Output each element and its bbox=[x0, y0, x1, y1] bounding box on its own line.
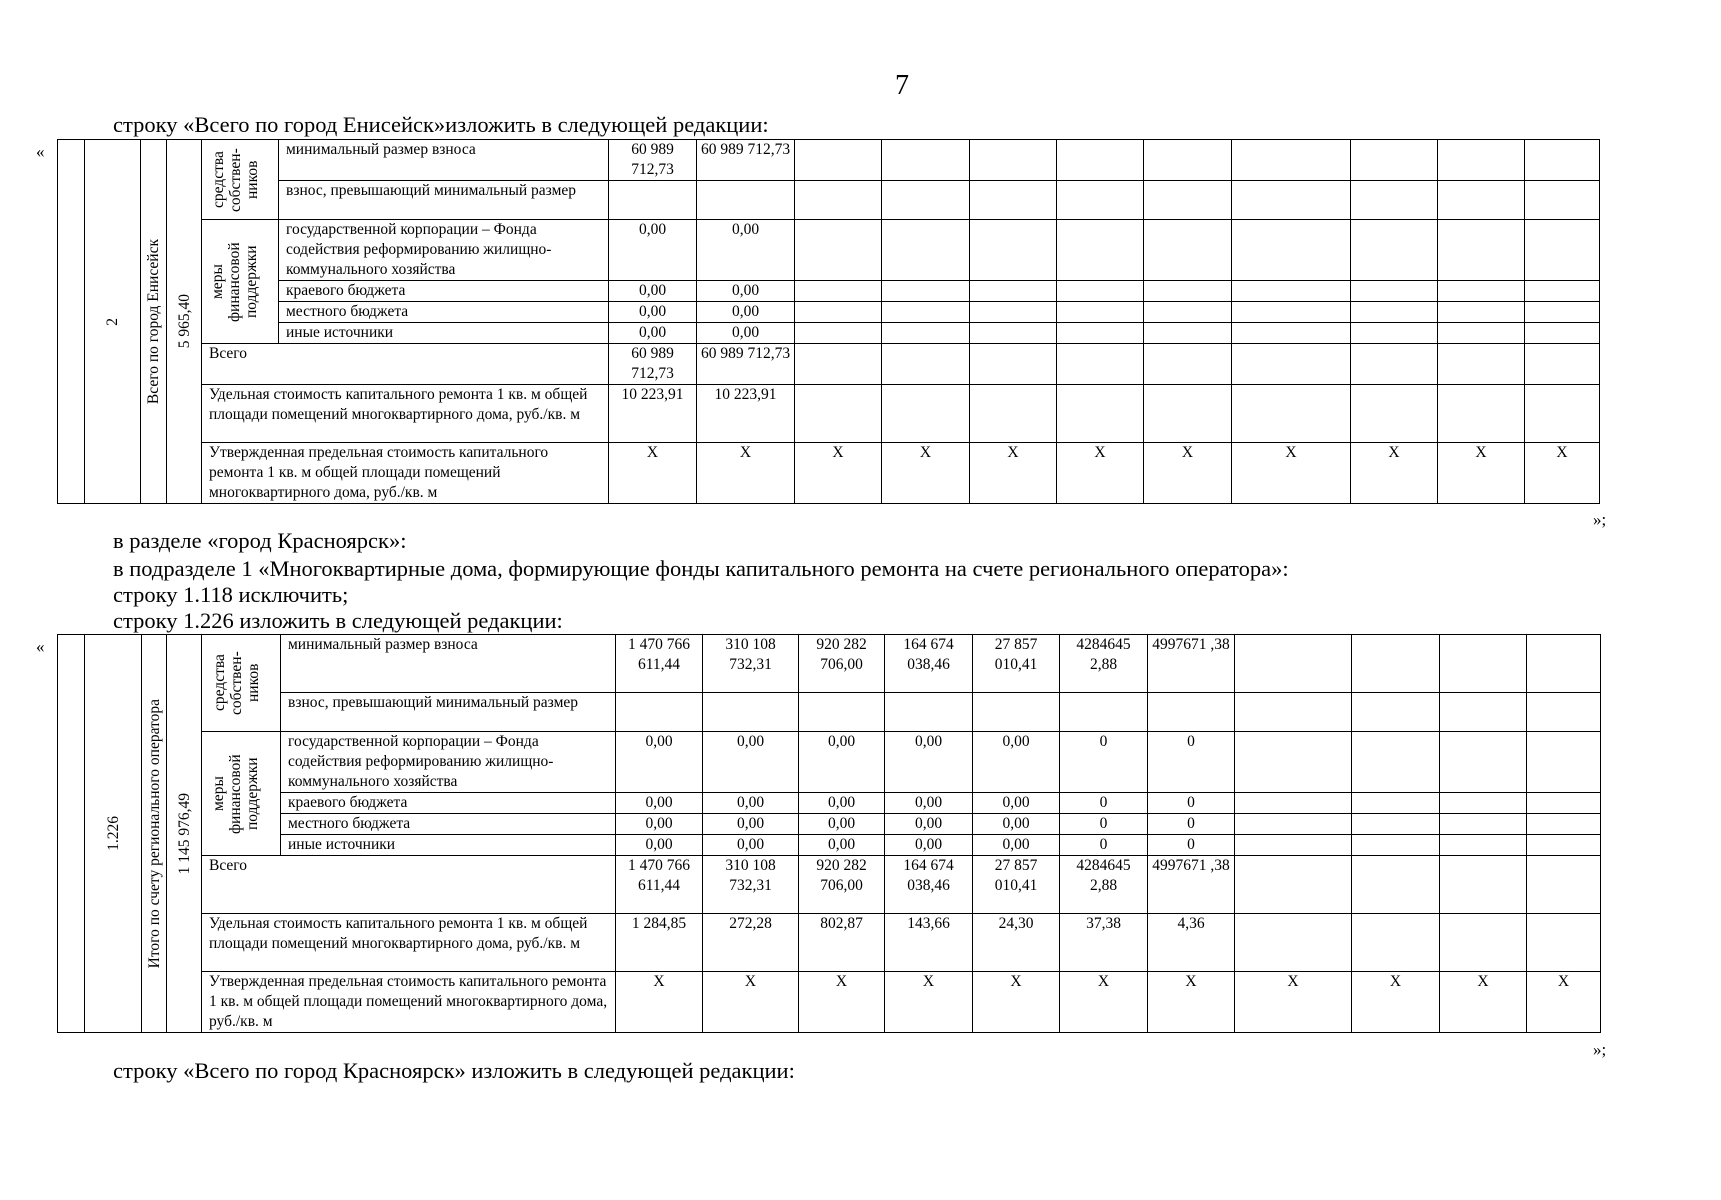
value-cell bbox=[1440, 693, 1527, 732]
value-cell: 164 674 038,46 bbox=[885, 635, 973, 693]
table-row bbox=[58, 972, 1601, 1033]
value-cell bbox=[882, 302, 970, 323]
table-row bbox=[58, 635, 1601, 693]
value-cell: 0,00 bbox=[703, 814, 799, 835]
group-support-label: меры финансовой поддержки bbox=[209, 241, 260, 322]
value-cell: 0,00 bbox=[697, 302, 795, 323]
value-cell: 272,28 bbox=[703, 914, 799, 972]
value-cell: 0 bbox=[1148, 835, 1235, 856]
value-cell: 10 223,91 bbox=[697, 385, 795, 443]
value-cell bbox=[1525, 302, 1600, 323]
value-cell bbox=[1148, 693, 1235, 732]
value-cell bbox=[1232, 385, 1351, 443]
row-area-cell bbox=[167, 140, 202, 504]
value-cell bbox=[882, 140, 970, 181]
value-cell: 60 989 712,73 bbox=[609, 140, 697, 181]
value-cell bbox=[795, 140, 882, 181]
value-cell bbox=[1352, 814, 1440, 835]
value-cell bbox=[795, 344, 882, 385]
value-cell: Х bbox=[1144, 443, 1232, 504]
value-cell: 4284645 2,88 bbox=[1060, 635, 1148, 693]
row-label-other: иные источники bbox=[279, 323, 609, 344]
value-cell: 27 857 010,41 bbox=[973, 635, 1060, 693]
value-cell: 0 bbox=[1148, 732, 1235, 793]
value-cell: 0,00 bbox=[616, 814, 703, 835]
value-cell: Х bbox=[799, 972, 885, 1033]
value-cell bbox=[1144, 385, 1232, 443]
value-cell: 0,00 bbox=[799, 732, 885, 793]
value-cell: Х bbox=[970, 443, 1057, 504]
value-cell: 4284645 2,88 bbox=[1060, 856, 1148, 914]
row-label-total: Всего bbox=[202, 856, 616, 914]
value-cell: 60 989 712,73 bbox=[697, 344, 795, 385]
value-cell bbox=[1057, 220, 1144, 281]
value-cell bbox=[1144, 302, 1232, 323]
value-cell: 0,00 bbox=[973, 835, 1060, 856]
value-cell bbox=[1232, 181, 1351, 220]
group-owners-label: средства собствен-ников bbox=[210, 147, 261, 212]
value-cell bbox=[1235, 793, 1352, 814]
value-cell: 27 857 010,41 bbox=[973, 856, 1060, 914]
row-name: Итого по счету регионального оператора bbox=[145, 698, 163, 969]
value-cell bbox=[1144, 281, 1232, 302]
value-cell bbox=[1527, 693, 1601, 732]
row-label-regional: краевого бюджета bbox=[279, 281, 609, 302]
value-cell bbox=[1525, 385, 1600, 443]
value-cell bbox=[1438, 140, 1525, 181]
quote-close-2: »; bbox=[1593, 1040, 1607, 1059]
value-cell bbox=[882, 385, 970, 443]
row-area-cell bbox=[167, 635, 202, 1033]
value-cell bbox=[1144, 140, 1232, 181]
value-cell: 0 bbox=[1060, 835, 1148, 856]
value-cell: 0 bbox=[1060, 732, 1148, 793]
instruction-line-2: в разделе «город Красноярск»: bbox=[113, 528, 407, 553]
value-cell bbox=[1351, 181, 1438, 220]
value-cell: 0,00 bbox=[609, 302, 697, 323]
value-cell: Х bbox=[1232, 443, 1351, 504]
value-cell: 60 989 712,73 bbox=[697, 140, 795, 181]
row-name-cell bbox=[142, 635, 167, 1033]
instruction-line-3: в подразделе 1 «Многоквартирные дома, формирующие фонды капитального ремонта на счете регионального оператора»: bbox=[113, 556, 1289, 581]
value-cell bbox=[795, 281, 882, 302]
value-cell bbox=[1057, 281, 1144, 302]
value-cell: Х bbox=[703, 972, 799, 1033]
value-cell: 0,00 bbox=[799, 814, 885, 835]
row-label-other: иные источники bbox=[281, 835, 616, 856]
value-cell: 0,00 bbox=[616, 835, 703, 856]
value-cell bbox=[1057, 323, 1144, 344]
value-cell bbox=[1527, 835, 1601, 856]
instruction-line-4: строку 1.118 исключить; bbox=[113, 582, 349, 607]
value-cell: Х bbox=[885, 972, 973, 1033]
value-cell: 0 bbox=[1060, 814, 1148, 835]
value-cell bbox=[1440, 856, 1527, 914]
row-area: 5 965,40 bbox=[175, 294, 193, 349]
value-cell bbox=[1351, 220, 1438, 281]
group-support-cell bbox=[202, 732, 281, 856]
value-cell bbox=[1235, 914, 1352, 972]
value-cell bbox=[1527, 793, 1601, 814]
table-row bbox=[58, 220, 1600, 281]
value-cell: 0,00 bbox=[616, 793, 703, 814]
value-cell bbox=[1351, 302, 1438, 323]
value-cell bbox=[795, 220, 882, 281]
table-row bbox=[58, 323, 1600, 344]
row-number-cell bbox=[58, 140, 85, 504]
value-cell: 0 bbox=[1148, 793, 1235, 814]
value-cell: Х bbox=[1352, 972, 1440, 1033]
value-cell bbox=[1235, 635, 1352, 693]
value-cell bbox=[1232, 140, 1351, 181]
value-cell bbox=[1527, 635, 1601, 693]
table-row bbox=[58, 856, 1601, 914]
value-cell bbox=[1438, 344, 1525, 385]
value-cell: 802,87 bbox=[799, 914, 885, 972]
value-cell: Х bbox=[973, 972, 1060, 1033]
value-cell: 0,00 bbox=[885, 793, 973, 814]
value-cell bbox=[1525, 344, 1600, 385]
value-cell: Х bbox=[795, 443, 882, 504]
value-cell bbox=[1232, 281, 1351, 302]
row-number-cell bbox=[85, 635, 142, 1033]
value-cell: Х bbox=[1057, 443, 1144, 504]
row-label-local: местного бюджета bbox=[281, 814, 616, 835]
value-cell bbox=[1144, 181, 1232, 220]
row-number: 1.226 bbox=[104, 816, 122, 851]
value-cell bbox=[1351, 344, 1438, 385]
value-cell bbox=[1232, 344, 1351, 385]
value-cell bbox=[1144, 344, 1232, 385]
value-cell bbox=[1144, 220, 1232, 281]
row-name: Всего по город Енисейск bbox=[145, 238, 162, 405]
value-cell: Х bbox=[1148, 972, 1235, 1033]
value-cell bbox=[1352, 793, 1440, 814]
value-cell: 4997671 ,38 bbox=[1148, 856, 1235, 914]
value-cell: 0,00 bbox=[697, 281, 795, 302]
value-cell: 0,00 bbox=[616, 732, 703, 793]
value-cell: Х bbox=[609, 443, 697, 504]
value-cell: 0 bbox=[1148, 814, 1235, 835]
page-number: 7 bbox=[895, 70, 909, 101]
value-cell bbox=[1057, 302, 1144, 323]
value-cell bbox=[882, 281, 970, 302]
value-cell bbox=[882, 323, 970, 344]
table-row bbox=[58, 693, 1601, 732]
table-row bbox=[58, 140, 1600, 181]
value-cell: 164 674 038,46 bbox=[885, 856, 973, 914]
value-cell bbox=[609, 181, 697, 220]
value-cell bbox=[1438, 281, 1525, 302]
value-cell bbox=[1351, 140, 1438, 181]
value-cell bbox=[795, 323, 882, 344]
value-cell bbox=[1440, 914, 1527, 972]
table-row bbox=[58, 732, 1601, 793]
value-cell: 0 bbox=[1060, 793, 1148, 814]
value-cell bbox=[1235, 814, 1352, 835]
value-cell bbox=[1525, 220, 1600, 281]
group-owners-label: средства собствен-ников bbox=[211, 651, 262, 715]
value-cell: 143,66 bbox=[885, 914, 973, 972]
value-cell bbox=[1438, 385, 1525, 443]
value-cell bbox=[1525, 323, 1600, 344]
value-cell bbox=[1351, 385, 1438, 443]
table-row bbox=[58, 443, 1600, 504]
value-cell bbox=[1440, 732, 1527, 793]
value-cell: 10 223,91 bbox=[609, 385, 697, 443]
table-row bbox=[58, 914, 1601, 972]
value-cell bbox=[970, 281, 1057, 302]
value-cell bbox=[1525, 140, 1600, 181]
value-cell bbox=[1232, 302, 1351, 323]
value-cell bbox=[1352, 856, 1440, 914]
value-cell bbox=[1438, 302, 1525, 323]
value-cell bbox=[1352, 732, 1440, 793]
value-cell: 0,00 bbox=[697, 323, 795, 344]
value-cell bbox=[1440, 635, 1527, 693]
row-label-local: местного бюджета bbox=[279, 302, 609, 323]
value-cell bbox=[1232, 323, 1351, 344]
quote-close-1: »; bbox=[1593, 510, 1607, 529]
value-cell: 0,00 bbox=[973, 732, 1060, 793]
value-cell: 1 470 766 611,44 bbox=[616, 856, 703, 914]
value-cell: 0,00 bbox=[703, 732, 799, 793]
value-cell bbox=[970, 323, 1057, 344]
value-cell bbox=[885, 693, 973, 732]
value-cell bbox=[1235, 732, 1352, 793]
value-cell: 60 989 712,73 bbox=[609, 344, 697, 385]
value-cell bbox=[1527, 914, 1601, 972]
value-cell bbox=[1060, 693, 1148, 732]
value-cell: Х bbox=[882, 443, 970, 504]
group-support-cell bbox=[202, 220, 279, 344]
value-cell bbox=[1235, 693, 1352, 732]
value-cell bbox=[1527, 856, 1601, 914]
row-label-corp: государственной корпорации – Фонда содействия реформированию жилищно-коммунального хозяйства bbox=[279, 220, 609, 281]
row-label-unit-cost: Удельная стоимость капитального ремонта 1 кв. м общей площади помещений многоквартирного дома, руб./кв. м bbox=[202, 385, 609, 443]
value-cell: 1 284,85 bbox=[616, 914, 703, 972]
value-cell bbox=[1438, 220, 1525, 281]
value-cell bbox=[1144, 323, 1232, 344]
value-cell: Х bbox=[1438, 443, 1525, 504]
value-cell bbox=[882, 220, 970, 281]
row-label-limit-cost: Утвержденная предельная стоимость капитального ремонта 1 кв. м общей площади помещений многоквартирного дома, руб./кв. м bbox=[202, 972, 616, 1033]
value-cell bbox=[1525, 181, 1600, 220]
row-number: 2 bbox=[104, 317, 121, 326]
row-label-corp: государственной корпорации – Фонда содействия реформированию жилищно-коммунального хозяйства bbox=[281, 732, 616, 793]
table-row bbox=[58, 835, 1601, 856]
value-cell bbox=[616, 693, 703, 732]
value-cell: Х bbox=[616, 972, 703, 1033]
value-cell bbox=[1525, 281, 1600, 302]
value-cell bbox=[882, 344, 970, 385]
value-cell bbox=[970, 220, 1057, 281]
value-cell: 920 282 706,00 bbox=[799, 635, 885, 693]
value-cell bbox=[1235, 856, 1352, 914]
value-cell: 24,30 bbox=[973, 914, 1060, 972]
value-cell: 0,00 bbox=[973, 793, 1060, 814]
value-cell bbox=[1440, 814, 1527, 835]
value-cell: Х bbox=[1525, 443, 1600, 504]
group-owners-cell bbox=[202, 140, 279, 220]
value-cell bbox=[970, 302, 1057, 323]
value-cell: 310 108 732,31 bbox=[703, 635, 799, 693]
value-cell bbox=[1057, 140, 1144, 181]
value-cell: 0,00 bbox=[703, 793, 799, 814]
value-cell: 4997671 ,38 bbox=[1148, 635, 1235, 693]
quote-open-1: « bbox=[36, 142, 45, 161]
value-cell bbox=[1351, 323, 1438, 344]
table-row bbox=[58, 814, 1601, 835]
row-label-total: Всего bbox=[202, 344, 609, 385]
row-number-cell bbox=[58, 635, 85, 1033]
value-cell: Х bbox=[1235, 972, 1352, 1033]
value-cell bbox=[703, 693, 799, 732]
value-cell bbox=[1352, 635, 1440, 693]
row-label-limit-cost: Утвержденная предельная стоимость капитального ремонта 1 кв. м общей площади помещений многоквартирного дома, руб./кв. м bbox=[202, 443, 609, 504]
value-cell bbox=[1057, 344, 1144, 385]
value-cell bbox=[1438, 323, 1525, 344]
table-row bbox=[58, 793, 1601, 814]
value-cell: Х bbox=[1351, 443, 1438, 504]
instruction-line-6: строку «Всего по город Красноярск» изложить в следующей редакции: bbox=[113, 1058, 795, 1083]
value-cell: 0,00 bbox=[885, 732, 973, 793]
value-cell: 0,00 bbox=[703, 835, 799, 856]
value-cell: 0,00 bbox=[799, 835, 885, 856]
group-support-label: меры финансовой поддержки bbox=[210, 753, 261, 834]
row-number-cell bbox=[85, 140, 141, 504]
value-cell bbox=[970, 385, 1057, 443]
value-cell: 4,36 bbox=[1148, 914, 1235, 972]
row-label-min-fee: минимальный размер взноса bbox=[279, 140, 609, 181]
value-cell: 0,00 bbox=[885, 835, 973, 856]
value-cell: 0,00 bbox=[609, 220, 697, 281]
instruction-line-1: строку «Всего по город Енисейск»изложить в следующей редакции: bbox=[113, 112, 769, 137]
row-label-min-fee: минимальный размер взноса bbox=[281, 635, 616, 693]
quote-open-2: « bbox=[36, 637, 45, 656]
table-yeniseysk bbox=[57, 139, 1600, 504]
value-cell bbox=[1438, 181, 1525, 220]
table-row bbox=[58, 344, 1600, 385]
value-cell bbox=[1352, 835, 1440, 856]
value-cell bbox=[1235, 835, 1352, 856]
value-cell bbox=[1440, 793, 1527, 814]
value-cell: 0,00 bbox=[609, 281, 697, 302]
value-cell bbox=[799, 693, 885, 732]
value-cell: 1 470 766 611,44 bbox=[616, 635, 703, 693]
value-cell: 37,38 bbox=[1060, 914, 1148, 972]
instruction-line-5: строку 1.226 изложить в следующей редакции: bbox=[113, 608, 563, 633]
value-cell bbox=[1440, 835, 1527, 856]
value-cell: 310 108 732,31 bbox=[703, 856, 799, 914]
value-cell bbox=[1527, 732, 1601, 793]
value-cell: 920 282 706,00 bbox=[799, 856, 885, 914]
value-cell: 0,00 bbox=[697, 220, 795, 281]
value-cell bbox=[795, 385, 882, 443]
value-cell bbox=[882, 181, 970, 220]
value-cell bbox=[970, 181, 1057, 220]
value-cell bbox=[1527, 814, 1601, 835]
value-cell bbox=[1232, 220, 1351, 281]
row-label-unit-cost: Удельная стоимость капитального ремонта 1 кв. м общей площади помещений многоквартирного дома, руб./кв. м bbox=[202, 914, 616, 972]
value-cell: Х bbox=[1440, 972, 1527, 1033]
value-cell bbox=[970, 344, 1057, 385]
value-cell: 0,00 bbox=[799, 793, 885, 814]
value-cell: 0,00 bbox=[973, 814, 1060, 835]
table-row bbox=[58, 281, 1600, 302]
row-name-cell bbox=[141, 140, 167, 504]
value-cell bbox=[697, 181, 795, 220]
table-row bbox=[58, 302, 1600, 323]
table-row bbox=[58, 181, 1600, 220]
value-cell: 0,00 bbox=[885, 814, 973, 835]
value-cell: Х bbox=[1060, 972, 1148, 1033]
table-regional-operator bbox=[57, 634, 1601, 1033]
value-cell: Х bbox=[1527, 972, 1601, 1033]
row-label-regional: краевого бюджета bbox=[281, 793, 616, 814]
row-label-over-min: взнос, превышающий минимальный размер bbox=[279, 181, 609, 220]
value-cell: 0,00 bbox=[609, 323, 697, 344]
value-cell bbox=[1351, 281, 1438, 302]
value-cell bbox=[1057, 385, 1144, 443]
row-area: 1 145 976,49 bbox=[175, 792, 193, 875]
value-cell bbox=[795, 302, 882, 323]
value-cell bbox=[973, 693, 1060, 732]
row-label-over-min: взнос, превышающий минимальный размер bbox=[281, 693, 616, 732]
value-cell bbox=[1352, 914, 1440, 972]
group-owners-cell bbox=[202, 635, 281, 732]
value-cell bbox=[1352, 693, 1440, 732]
table-row bbox=[58, 385, 1600, 443]
value-cell bbox=[795, 181, 882, 220]
value-cell bbox=[1057, 181, 1144, 220]
value-cell bbox=[970, 140, 1057, 181]
value-cell: Х bbox=[697, 443, 795, 504]
